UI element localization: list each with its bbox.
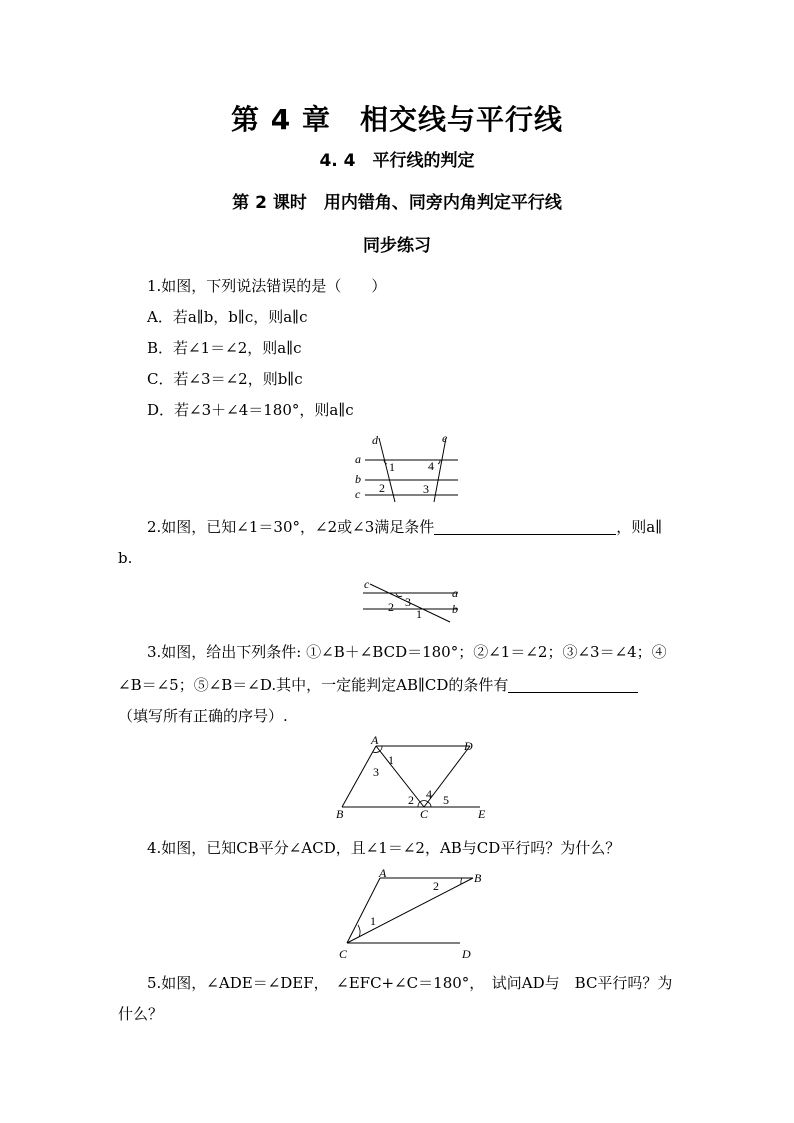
q2-angle-3: 3	[405, 595, 411, 609]
q1-figure	[350, 432, 462, 504]
q2-text-post: ，则a∥	[616, 518, 663, 536]
q4-stem: 4.如图，已知CB平分∠ACD，且∠1＝∠2，AB与CD平行吗？为什么？	[147, 839, 621, 857]
q3-angle-2: 2	[408, 793, 414, 807]
q3-label-D: D	[464, 739, 473, 753]
exercise-label: 同步练习	[363, 236, 431, 256]
q4-label-C: C	[339, 947, 348, 961]
q3-angle-5: 5	[443, 793, 449, 807]
q3-angle-4: 4	[426, 787, 432, 801]
q3-angle-1: 1	[388, 753, 394, 767]
q1-option-c: C．若∠3＝∠2，则b∥c	[147, 370, 303, 388]
q1-stem: 1.如图，下列说法错误的是（ ）	[147, 277, 387, 295]
q2-answer-blank[interactable]	[434, 518, 616, 535]
q1-label-e: e	[442, 432, 448, 445]
q4-label-A: A	[379, 866, 387, 880]
q4-label-B: B	[474, 871, 482, 885]
q1-label-a: a	[355, 452, 361, 466]
q3-line2	[118, 671, 638, 699]
q2-line1	[147, 513, 662, 541]
q4-figure	[334, 866, 484, 964]
q1-angle-2: 2	[379, 481, 385, 495]
q4-angle-2: 2	[433, 879, 439, 893]
q2-label-a: a	[452, 586, 458, 600]
q5-line2: 什么？	[118, 1005, 164, 1023]
lesson-title: 第 2 课时 用内错角、同旁内角判定平行线	[232, 193, 562, 213]
section-title: 4. 4 平行线的判定	[319, 151, 475, 171]
q3-figure	[330, 736, 490, 820]
q3-label-B: B	[336, 807, 344, 820]
q2-figure	[360, 576, 465, 626]
q3-label-C: C	[420, 807, 429, 820]
chapter-title: 第 4 章 相交线与平行线	[231, 103, 563, 136]
q1-option-a: A．若a∥b，b∥c，则a∥c	[147, 308, 308, 326]
q1-label-c: c	[355, 487, 361, 501]
q3-line3: （填写所有正确的序号）.	[118, 707, 288, 725]
q3-text-pre: ∠B＝∠5；⑤∠B＝∠D.其中，一定能判定AB∥CD的条件有	[118, 676, 509, 694]
q1-option-b: B．若∠1＝∠2，则a∥c	[147, 339, 302, 357]
q2-label-c: c	[364, 577, 370, 591]
q2-text-pre: 2.如图，已知∠1＝30°，∠2或∠3满足条件	[147, 518, 435, 536]
q3-angle-3: 3	[373, 765, 379, 779]
q4-angle-1: 1	[370, 914, 376, 928]
q2-label-b: b	[452, 602, 458, 616]
q3-label-A: A	[371, 736, 379, 747]
q1-angle-1: 1	[389, 460, 395, 474]
q1-label-d: d	[372, 433, 378, 447]
q1-option-d: D．若∠3＋∠4＝180°，则a∥c	[147, 401, 354, 419]
q1-angle-4: 4	[428, 459, 434, 473]
q2-angle-1: 1	[416, 607, 422, 621]
q2-angle-2: 2	[388, 600, 394, 614]
q3-label-E: E	[478, 807, 486, 820]
q3-line1: 3.如图，给出下列条件: ①∠B＋∠BCD＝180°；②∠1＝∠2；③∠3＝∠4；④	[147, 643, 667, 661]
q5-line1: 5.如图，∠ADE＝∠DEF， ∠EFC+∠C＝180°， 试问AD与 BC平行吗？为	[147, 974, 673, 992]
q2-line2: b.	[118, 549, 133, 567]
q3-answer-blank[interactable]	[508, 676, 638, 693]
q4-label-D: D	[462, 947, 471, 961]
q1-angle-3: 3	[423, 482, 429, 496]
q1-label-b: b	[355, 472, 361, 486]
